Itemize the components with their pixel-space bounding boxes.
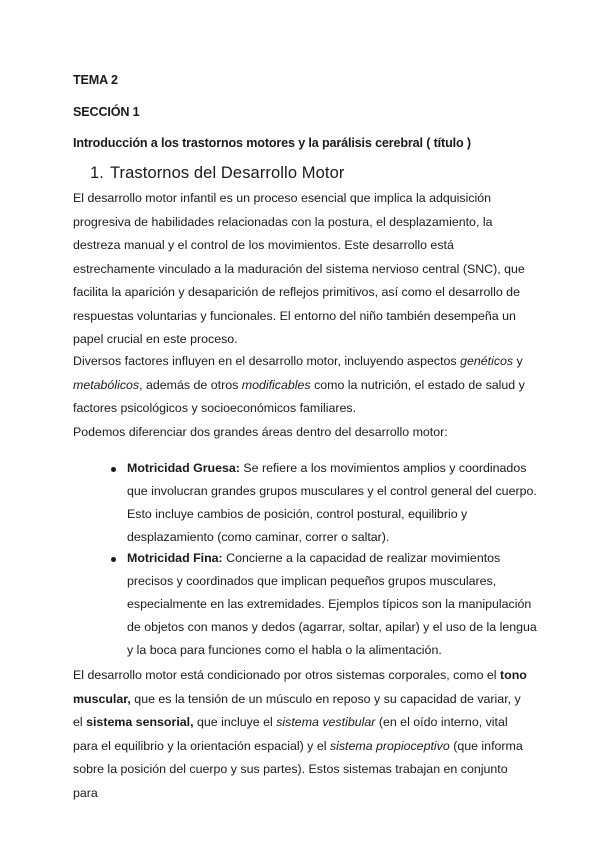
heading-text: Trastornos del Desarrollo Motor [109, 164, 345, 182]
bullet-text-fina: Concierne a la capacidad de realizar movimientos precisos y coordinados que implican pequeños grupos musculares, especialmente en las extremidades. Ejemplos típicos son la manipulación de objetos con manos y dedos (agarrar, soltar, apilar) y el uso de la lengua y la boca para funciones como el habla o la alimentación. [127, 551, 537, 657]
p2-italic-geneticos: genéticos [460, 354, 514, 368]
p4-italic-vestibular: sistema vestibular [276, 715, 376, 729]
p4-text-e: que incluye el [193, 715, 277, 729]
bullet-item-gruesa [127, 457, 537, 549]
paragraph-3: Podemos diferenciar dos grandes áreas dentro del desarrollo motor: [73, 425, 448, 439]
p2-text-g: como la nutrición, el estado de salud y factores psicológicos y socioeconómicos familiares. [73, 377, 525, 415]
p4-bold-tono: tono muscular, [73, 668, 527, 706]
paragraph-2 [73, 350, 533, 421]
p2-text-a: Diversos factores influyen en el desarrollo motor, incluyendo aspectos [73, 354, 461, 368]
seccion-label: SECCIÓN 1 [73, 105, 140, 119]
paragraph-4 [73, 664, 531, 805]
bullet-item-fina [127, 547, 537, 662]
p2-italic-metabolicos: metabólicos [73, 377, 140, 392]
p4-text-i: (que informa sobre la posición del cuerpo y sus partes). Estos sistemas trabajan en conjunto para [73, 738, 523, 800]
section-heading [90, 161, 344, 185]
bullet-label-gruesa: Motricidad Gruesa: [127, 461, 240, 475]
bullet-text-gruesa: Se refiere a los movimientos amplios y coordinados que involucran grandes grupos musculares y el control general del cuerpo. Esto incluye cambios de posición, control postural, equilibrio y desplazamiento (como caminar, correr o saltar). [127, 461, 537, 544]
p2-text-e: , además de otros [139, 377, 242, 392]
bullet-label-fina: Motricidad Fina: [127, 551, 223, 565]
p2-italic-modificables: modificables [241, 377, 311, 392]
heading-number: 1. [90, 164, 104, 182]
p4-italic-propioceptivo: sistema propioceptivo [329, 738, 450, 753]
tema-label: TEMA 2 [73, 73, 118, 87]
p4-bold-sensorial: sistema sensorial, [86, 715, 194, 729]
intro-title: Introducción a los trastornos motores y la parálisis cerebral ( título ) [73, 136, 471, 150]
p4-text-a: El desarrollo motor está condicionado por otros sistemas corporales, como el [73, 668, 500, 682]
p2-text-c: y [513, 354, 523, 368]
paragraph-1: El desarrollo motor infantil es un proceso esencial que implica la adquisición progresiva de habilidades relacionadas con la postura, el desplazamiento, la destreza manual y el control de los movimientos. Este desarrollo está estrechamente vinculado a la maduración del sistema nervioso central (SNC), que facilita la aparición y desaparición de reflejos primitivos, así como el desarrollo de respuestas voluntarias y funcionales. El entorno del niño también desempeña un papel crucial en este proceso. [73, 191, 525, 346]
p4-text-c: que es la tensión de un músculo en reposo y su capacidad de variar, y el [73, 691, 521, 729]
p4-text-g: (en el oído interno, vital para el equilibrio y la orientación espacial) y el [73, 715, 508, 753]
